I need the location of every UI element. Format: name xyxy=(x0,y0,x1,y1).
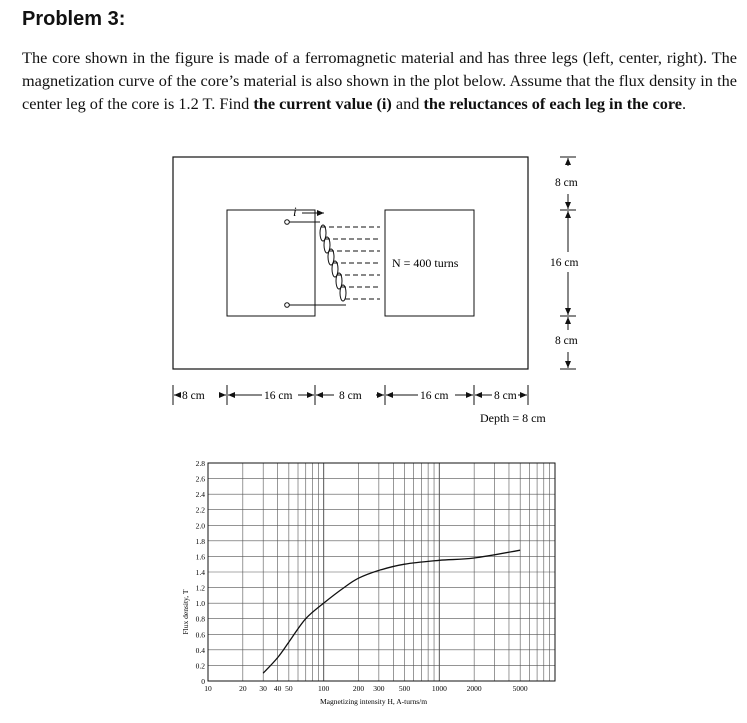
y-tick-label: 1.4 xyxy=(195,568,205,577)
dim-bottom-5: 8 cm xyxy=(494,390,517,402)
dim-bottom-1: 8 cm xyxy=(182,390,205,402)
y-tick-label: 0 xyxy=(201,677,205,686)
depth-label: Depth = 8 cm xyxy=(480,411,546,425)
x-tick-labels xyxy=(204,684,528,693)
x-tick-label: 40 xyxy=(273,684,282,693)
x-axis-label: Magnetizing intensity H, A-turns/m xyxy=(320,697,428,706)
y-tick-label: 2.2 xyxy=(195,505,205,515)
x-tick-label: 5000 xyxy=(512,684,528,693)
current-label: i xyxy=(293,204,297,219)
y-tick-label: 1.2 xyxy=(195,583,205,593)
y-tick-label: 2.6 xyxy=(195,474,205,484)
dim-bottom-2: 16 cm xyxy=(264,390,293,402)
y-tick-label: 0.6 xyxy=(195,630,205,640)
x-tick-label: 200 xyxy=(352,684,365,693)
turns-label: N = 400 turns xyxy=(392,256,459,270)
x-tick-label: 100 xyxy=(318,684,330,693)
statement-bold-current: the current value (i) xyxy=(253,94,392,113)
x-tick-label: 10 xyxy=(204,684,212,693)
y-tick-labels xyxy=(196,459,206,686)
statement-part1: The core shown in the figure is made of a ferromagnetic material and has three legs (left, center, right). The magnetization curve of the core’s material is also shown in the plot below. Assume that the flux density in the center leg of the core is 1.2 T. Find xyxy=(22,48,737,113)
x-tick-label: 50 xyxy=(285,684,293,693)
x-tick-label: 20 xyxy=(239,684,247,693)
y-tick-label: 1.6 xyxy=(195,552,205,562)
y-axis-label: Flux density, T xyxy=(181,589,190,635)
y-tick-label: 2.8 xyxy=(195,459,205,468)
dim-bottom-4: 16 cm xyxy=(420,390,449,402)
y-tick-label: 0.8 xyxy=(195,614,205,624)
y-tick-label: 1.8 xyxy=(195,536,205,546)
dim-bottom-3: 8 cm xyxy=(339,390,362,402)
dim-right-middle: 16 cm xyxy=(550,257,579,269)
magnetization-curve-line xyxy=(263,550,520,673)
statement-bold-reluctances: the reluctances of each leg in the core xyxy=(423,94,682,113)
x-tick-label: 500 xyxy=(398,684,411,693)
y-tick-label: 2.4 xyxy=(195,490,205,500)
x-tick-label: 30 xyxy=(259,684,267,693)
chart-grid xyxy=(208,463,555,681)
x-tick-label: 2000 xyxy=(466,684,482,693)
y-tick-label: 2.0 xyxy=(195,521,205,531)
dim-right-top: 8 cm xyxy=(555,177,578,189)
x-tick-label: 300 xyxy=(373,684,385,693)
x-tick-label: 1000 xyxy=(431,684,447,693)
dim-right-bottom: 8 cm xyxy=(555,335,578,347)
problem-title: Problem 3: xyxy=(22,8,126,30)
y-tick-label: 1.0 xyxy=(195,599,205,609)
y-tick-label: 0.4 xyxy=(195,645,205,655)
statement-part2: and xyxy=(391,94,424,113)
y-tick-label: 0.2 xyxy=(195,661,205,671)
statement-part3: . xyxy=(682,94,687,113)
